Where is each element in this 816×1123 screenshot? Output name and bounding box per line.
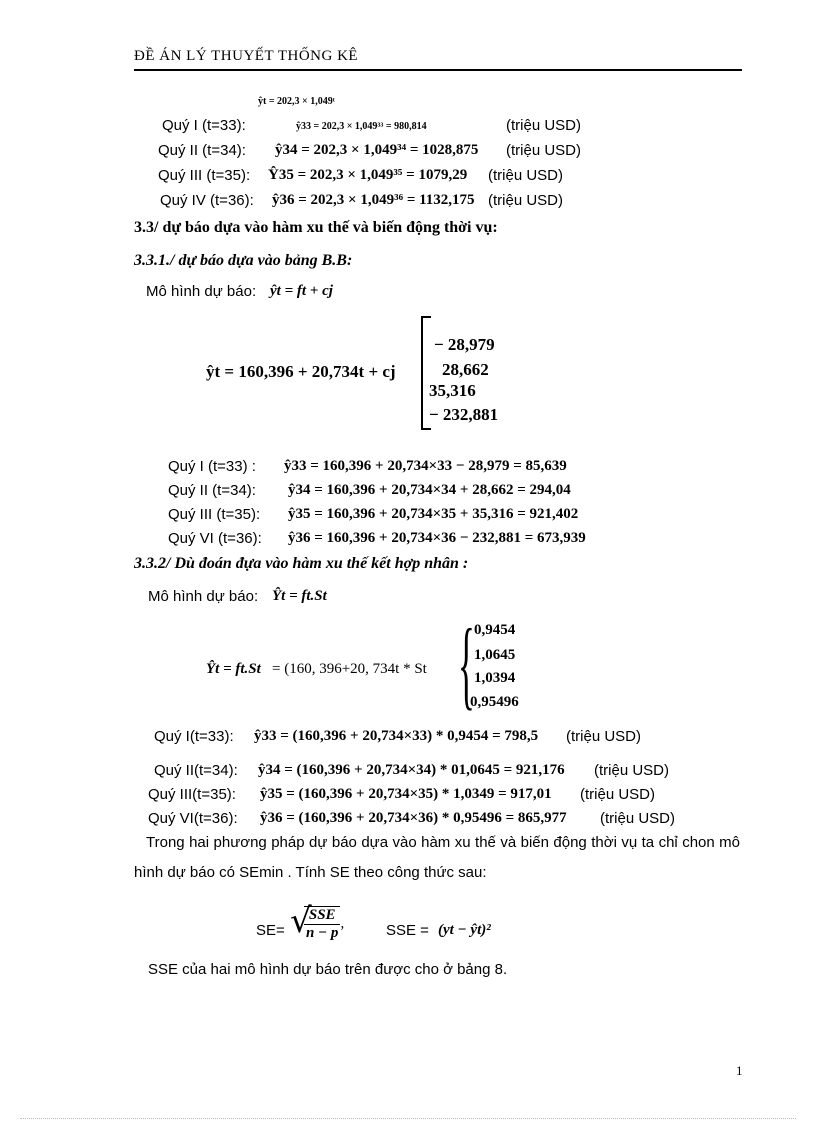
cj-value: − 232,881 <box>429 405 499 424</box>
forecast-row-label: Quý II (t=34): <box>168 482 256 499</box>
forecast-row-label: Quý II(t=34): <box>154 762 238 779</box>
forecast-row-equation: ŷ33 = (160,396 + 20,734×33) * 0,9454 = 798,5 <box>254 728 539 744</box>
st-value: 1,0394 <box>474 670 516 686</box>
forecast-row-label: Quý I (t=33) : <box>168 458 256 475</box>
forecast-row-unit: (triệu USD) <box>600 810 676 827</box>
se-numerator: √ SSE <box>304 907 340 925</box>
cj-value: 28,662 <box>442 360 489 379</box>
page-header: ĐỀ ÁN LÝ THUYẾT THỐNG KÊ <box>134 48 359 64</box>
forecast-row-unit: (triệu USD) <box>506 142 582 159</box>
se-fraction <box>304 907 340 942</box>
sqrt-sign <box>304 906 340 942</box>
cj-value: − 28,979 <box>434 335 495 354</box>
forecast-row-equation: ŷ35 = (160,396 + 20,734×35) * 1,0349 = 917,01 <box>260 786 552 802</box>
forecast-row-equation: ŷ35 = 160,396 + 20,734×35 + 35,316 = 921,402 <box>288 506 579 522</box>
sse-label: SSE = <box>386 922 429 939</box>
exp-model-equation: ŷt = 202,3 × 1,049ᵗ <box>258 96 335 107</box>
forecast-row-label: Quý VI (t=36): <box>168 530 262 547</box>
forecast-row-unit: (triệu USD) <box>488 167 564 184</box>
forecast-row-equation: ŷ36 = (160,396 + 20,734×36) * 0,95496 = 865,977 <box>260 810 567 826</box>
forecast-row-unit: (triệu USD) <box>566 728 642 745</box>
st-value: 0,95496 <box>470 694 519 710</box>
se-label: SE= <box>256 922 285 939</box>
body-paragraph: Trong hai phương pháp dự báo dựa vào hàm xu thế và biến động thời vụ ta chỉ chon mô hình dự báo có SEmin . Tính SE theo công thức sau: <box>134 834 740 881</box>
se-denominator: n − p <box>306 925 339 941</box>
forecast-row-equation: ŷ33 = 202,3 × 1,049³³ = 980,814 <box>296 121 427 132</box>
model-label: Mô hình dự báo: <box>148 588 259 605</box>
cj-value: 35,316 <box>429 381 476 400</box>
se-formula <box>290 906 344 942</box>
forecast-row-label: Quý VI(t=36): <box>148 810 238 827</box>
forecast-row-label: Quý III (t=35): <box>158 167 251 184</box>
forecast-row-equation: ŷ36 = 202,3 × 1,049³⁶ = 1132,175 <box>272 192 475 208</box>
section-heading: 3.3/ dự báo dựa vào hàm xu thế và biến động thời vụ: <box>134 219 498 236</box>
subsection-heading: 3.3.2/ Dù đoán đựa vào hàm xu thế kết hợp nhân : <box>134 555 469 572</box>
st-brace: { <box>458 608 475 719</box>
forecast-row-equation: ŷ36 = 160,396 + 20,734×36 − 232,881 = 673,939 <box>288 530 586 546</box>
model-equation: Ŷt = ft.St <box>272 588 327 604</box>
header-rule <box>134 69 742 71</box>
forecast-row-label: Quý III (t=35): <box>168 506 261 523</box>
model-equation: ŷt = ft + cj <box>270 283 333 299</box>
page-bottom-rule <box>20 1118 796 1119</box>
forecast-row-unit: (triệu USD) <box>506 117 582 134</box>
forecast-row-label: Quý II (t=34): <box>158 142 246 159</box>
model-label: Mô hình dự báo: <box>146 283 257 300</box>
forecast-row-label: Quý III(t=35): <box>148 786 236 803</box>
forecast-row-equation: ŷ33 = 160,396 + 20,734×33 − 28,979 = 85,639 <box>284 458 567 474</box>
forecast-row-label: Quý IV (t=36): <box>160 192 254 209</box>
forecast-row-label: Quý I (t=33): <box>162 117 246 134</box>
multiplicative-model-rhs: = (160, 396+20, 734t * St <box>272 661 427 677</box>
forecast-row-equation: ŷ34 = 202,3 × 1,049³⁴ = 1028,875 <box>275 142 479 158</box>
multiplicative-model-lhs: Ŷt = ft.St <box>206 661 261 677</box>
additive-model-equation: ŷt = 160,396 + 20,734t + cj <box>206 362 396 381</box>
st-value: 1,0645 <box>474 647 516 663</box>
forecast-row-label: Quý I(t=33): <box>154 728 234 745</box>
page-number: 1 <box>736 1063 743 1078</box>
forecast-row-unit: (triệu USD) <box>488 192 564 209</box>
subsection-heading: 3.3.1./ dự báo dựa vào bảng B.B: <box>134 252 353 269</box>
forecast-row-equation: ŷ34 = 160,396 + 20,734×34 + 28,662 = 294,04 <box>288 482 571 498</box>
forecast-row-equation: ŷ34 = (160,396 + 20,734×34) * 01,0645 = 921,176 <box>258 762 565 778</box>
sse-equation: (yt − ŷt)² <box>438 922 491 938</box>
forecast-row-unit: (triệu USD) <box>594 762 670 779</box>
st-value: 0,9454 <box>474 622 516 638</box>
se-tail: , <box>340 915 345 932</box>
forecast-row-unit: (triệu USD) <box>580 786 656 803</box>
forecast-row-equation: Ŷ35 = 202,3 × 1,049³⁵ = 1079,29 <box>268 167 468 183</box>
closing-sentence: SSE của hai mô hình dự báo trên được cho ở bảng 8. <box>148 961 508 978</box>
